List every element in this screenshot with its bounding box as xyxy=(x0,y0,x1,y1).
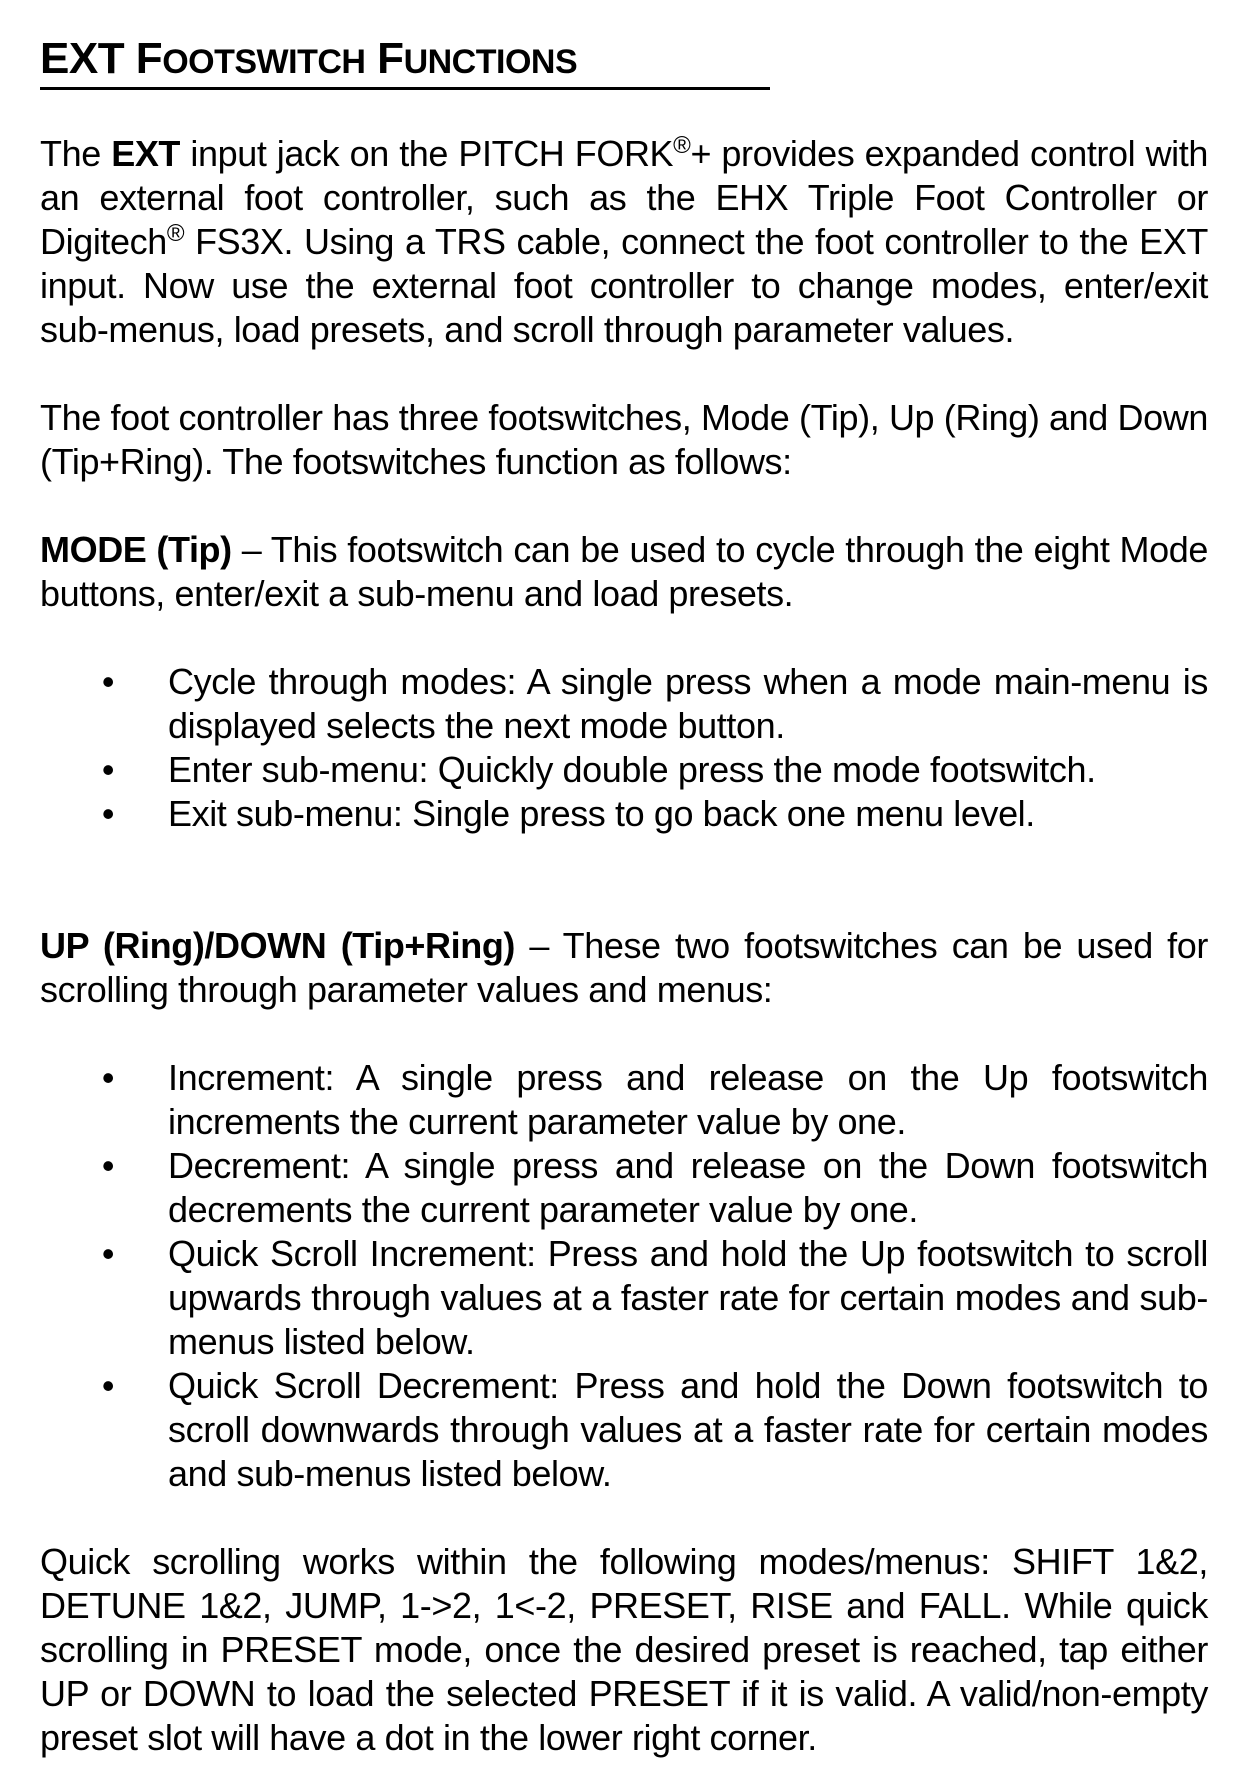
list-item xyxy=(40,1364,1208,1496)
list-item xyxy=(40,1144,1208,1232)
bullet-icon: • xyxy=(101,793,115,834)
list-item xyxy=(40,792,1208,836)
bullet-icon: • xyxy=(101,1057,115,1098)
registered-mark: ® xyxy=(166,220,185,247)
list-item-text: Cycle through modes: A single press when a mode main-menu is displayed selects the next mode button. xyxy=(168,661,1208,746)
updown-section-paragraph xyxy=(40,924,1208,1012)
list-item-text: Exit sub-menu: Single press to go back one menu level. xyxy=(168,793,1035,834)
intro-text: + provides expanded control with an external foot controller, such as the EHX Triple Foot Controller or Digitech xyxy=(40,133,1209,262)
list-item xyxy=(40,1232,1208,1364)
list-item-text: Decrement: A single press and release on the Down footswitch decrements the current parameter value by one. xyxy=(168,1145,1208,1230)
quick-scroll-paragraph: Quick scrolling works within the following modes/menus: SHIFT 1&2, DETUNE 1&2, JUMP, 1->2, 1<-2, PRESET, RISE and FALL. While quick scrolling in PRESET mode, once the desired preset is reached, tap either UP or DOWN to load the selected PRESET if it is valid. A valid/non-empty preset slot will have a dot in the lower right corner. xyxy=(40,1541,1208,1758)
bullet-icon: • xyxy=(101,661,115,702)
mode-section-text: – This footswitch can be used to cycle through the eight Mode buttons, enter/exit a sub-menu and load presets. xyxy=(40,529,1209,614)
list-item xyxy=(40,660,1208,748)
manual-page xyxy=(40,36,1208,1760)
title-part: UNCTIONS xyxy=(403,43,578,81)
page-title xyxy=(40,36,770,85)
section-title xyxy=(40,36,770,90)
list-item xyxy=(40,748,1208,792)
list-item-text: Quick Scroll Increment: Press and hold the Up footswitch to scroll upwards through values at a faster rate for certain modes and sub-menus listed below. xyxy=(168,1233,1208,1362)
bullet-icon: • xyxy=(101,1365,115,1406)
updown-section-text: – These two footswitches can be used for scrolling through parameter values and menus: xyxy=(40,925,1208,1010)
bullet-icon: • xyxy=(101,749,115,790)
intro-bold-ext: EXT xyxy=(111,133,181,174)
footswitches-intro-paragraph: The foot controller has three footswitches, Mode (Tip), Up (Ring) and Down (Tip+Ring). The footswitches function as follows: xyxy=(40,397,1208,482)
updown-bullet-list xyxy=(40,1056,1208,1496)
title-part: F xyxy=(365,34,404,83)
title-part: EXT F xyxy=(40,34,163,83)
intro-text: input jack on the PITCH FORK xyxy=(180,133,674,174)
mode-section-paragraph xyxy=(40,528,1208,616)
bullet-icon: • xyxy=(101,1145,115,1186)
list-item-text: Increment: A single press and release on the Up footswitch increments the current parameter value by one. xyxy=(168,1057,1208,1142)
intro-paragraph xyxy=(40,132,1208,352)
list-item-text: Enter sub-menu: Quickly double press the mode footswitch. xyxy=(168,749,1096,790)
registered-mark: ® xyxy=(673,132,691,159)
bullet-icon: • xyxy=(101,1233,115,1274)
mode-bullet-list xyxy=(40,660,1208,836)
updown-section-heading: UP (Ring)/DOWN (Tip+Ring) xyxy=(40,925,516,966)
intro-text: FS3X. Using a TRS cable, connect the foot controller to the EXT input. Now use the external foot controller to change modes, enter/exit sub-menus, load presets, and scroll through parameter values. xyxy=(40,221,1208,350)
title-part: OOTSWITCH xyxy=(162,43,366,81)
mode-section-heading: MODE (Tip) xyxy=(40,529,232,570)
list-item xyxy=(40,1056,1208,1144)
list-item-text: Quick Scroll Decrement: Press and hold the Down footswitch to scroll downwards through values at a faster rate for certain modes and sub-menus listed below. xyxy=(168,1365,1208,1494)
intro-text: The xyxy=(40,133,112,174)
